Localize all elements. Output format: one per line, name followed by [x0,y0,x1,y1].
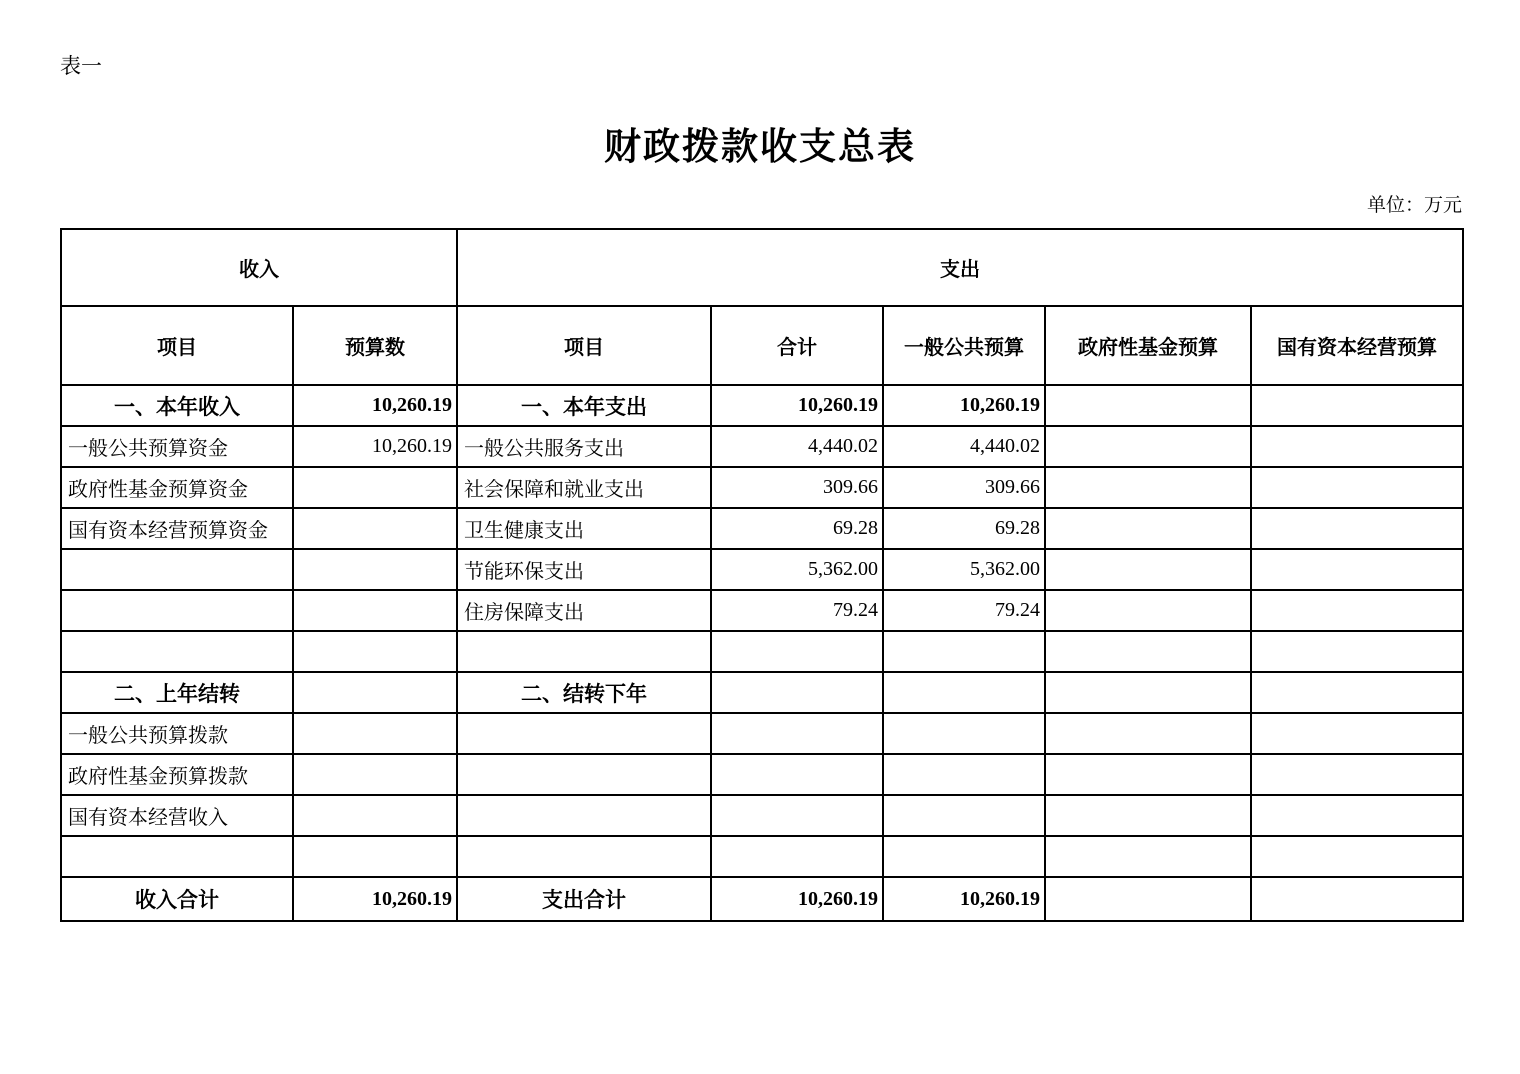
cell-gov-fund [1045,549,1251,590]
cell-expense-total [711,672,883,713]
table-row [61,426,1463,467]
cell-general-public: 5,362.00 [883,549,1045,590]
col-header-expense-total: 合计 [711,306,883,385]
cell-expense-item: 一、本年支出 [457,385,711,426]
table-row [61,754,1463,795]
cell-gov-fund [1045,385,1251,426]
cell-general-public: 4,440.02 [883,426,1045,467]
unit-note: 单位：万元 [1366,195,1462,216]
cell-state-capital [1251,508,1463,549]
cell-income-budget [293,590,457,631]
cell-income-item: 政府性基金预算资金 [61,467,293,508]
cell-general-public: 79.24 [883,590,1045,631]
table-row [61,467,1463,508]
table-row [61,590,1463,631]
cell-gov-fund [1045,508,1251,549]
cell-state-capital [1251,549,1463,590]
budget-table [60,228,1464,922]
col-header-income-budget: 预算数 [293,306,457,385]
cell-income-budget [293,795,457,836]
cell-general-public [883,631,1045,672]
cell-income-budget [293,549,457,590]
cell-state-capital [1251,713,1463,754]
cell-gov-fund [1045,713,1251,754]
cell-gov-fund [1045,795,1251,836]
cell-gov-fund [1045,631,1251,672]
cell-income-budget [293,672,457,713]
cell-expense-total: 5,362.00 [711,549,883,590]
cell-income-item: 一般公共预算资金 [61,426,293,467]
cell-expense-total [711,836,883,877]
cell-income-budget [293,754,457,795]
table-row [61,385,1463,426]
cell-income-budget: 10,260.19 [293,426,457,467]
table-row [61,672,1463,713]
cell-state-capital [1251,836,1463,877]
cell-income-budget [293,836,457,877]
cell-expense-item: 卫生健康支出 [457,508,711,549]
cell-income-item: 国有资本经营收入 [61,795,293,836]
cell-income-item: 一、本年收入 [61,385,293,426]
cell-expense-item: 节能环保支出 [457,549,711,590]
col-header-gov-fund-budget: 政府性基金预算 [1045,306,1251,385]
cell-general-public: 10,260.19 [883,385,1045,426]
column-header-row [61,306,1463,385]
table-row-total [61,877,1463,921]
expense-group-header: 支出 [457,229,1463,306]
cell-income-item: 政府性基金预算拨款 [61,754,293,795]
cell-gov-fund [1045,672,1251,713]
cell-state-capital [1251,877,1463,921]
cell-expense-item: 社会保障和就业支出 [457,467,711,508]
income-group-header: 收入 [61,229,457,306]
cell-expense-total: 69.28 [711,508,883,549]
cell-expense-total: 79.24 [711,590,883,631]
cell-income-budget [293,467,457,508]
cell-income-item: 二、上年结转 [61,672,293,713]
cell-income-budget [293,631,457,672]
sheet-label: 表一 [60,54,102,78]
cell-state-capital [1251,426,1463,467]
cell-expense-item [457,795,711,836]
cell-state-capital [1251,672,1463,713]
cell-expense-item: 住房保障支出 [457,590,711,631]
cell-income-item [61,631,293,672]
cell-gov-fund [1045,877,1251,921]
group-header-row [61,229,1463,306]
cell-expense-total [711,631,883,672]
cell-income-budget: 10,260.19 [293,877,457,921]
table-row [61,549,1463,590]
col-header-income-item: 项目 [61,306,293,385]
cell-state-capital [1251,590,1463,631]
cell-expense-item [457,836,711,877]
cell-expense-total: 10,260.19 [711,877,883,921]
cell-expense-total [711,754,883,795]
cell-state-capital [1251,754,1463,795]
cell-expense-item: 二、结转下年 [457,672,711,713]
cell-state-capital [1251,795,1463,836]
cell-expense-total [711,795,883,836]
cell-general-public [883,713,1045,754]
cell-expense-item: 支出合计 [457,877,711,921]
cell-general-public [883,795,1045,836]
table-row [61,631,1463,672]
cell-general-public: 10,260.19 [883,877,1045,921]
col-header-state-capital-budget: 国有资本经营预算 [1251,306,1463,385]
table-row [61,713,1463,754]
cell-income-item [61,549,293,590]
cell-income-item [61,836,293,877]
cell-income-item: 一般公共预算拨款 [61,713,293,754]
table-row [61,836,1463,877]
cell-general-public: 69.28 [883,508,1045,549]
cell-expense-total: 4,440.02 [711,426,883,467]
cell-general-public [883,672,1045,713]
cell-income-budget [293,508,457,549]
cell-expense-item [457,631,711,672]
cell-expense-item [457,713,711,754]
cell-gov-fund [1045,467,1251,508]
cell-gov-fund [1045,754,1251,795]
cell-income-item: 国有资本经营预算资金 [61,508,293,549]
cell-expense-total: 10,260.19 [711,385,883,426]
cell-income-item [61,590,293,631]
cell-general-public [883,836,1045,877]
cell-general-public: 309.66 [883,467,1045,508]
cell-expense-item: 一般公共服务支出 [457,426,711,467]
cell-expense-item [457,754,711,795]
cell-gov-fund [1045,836,1251,877]
cell-income-budget [293,713,457,754]
col-header-expense-item: 项目 [457,306,711,385]
table-row [61,508,1463,549]
cell-state-capital [1251,467,1463,508]
cell-state-capital [1251,385,1463,426]
cell-income-budget: 10,260.19 [293,385,457,426]
cell-gov-fund [1045,590,1251,631]
page-title: 财政拨款收支总表 [604,127,916,168]
col-header-general-public-budget: 一般公共预算 [883,306,1045,385]
cell-gov-fund [1045,426,1251,467]
cell-expense-total: 309.66 [711,467,883,508]
cell-state-capital [1251,631,1463,672]
cell-income-item: 收入合计 [61,877,293,921]
table-row [61,795,1463,836]
cell-general-public [883,754,1045,795]
cell-expense-total [711,713,883,754]
